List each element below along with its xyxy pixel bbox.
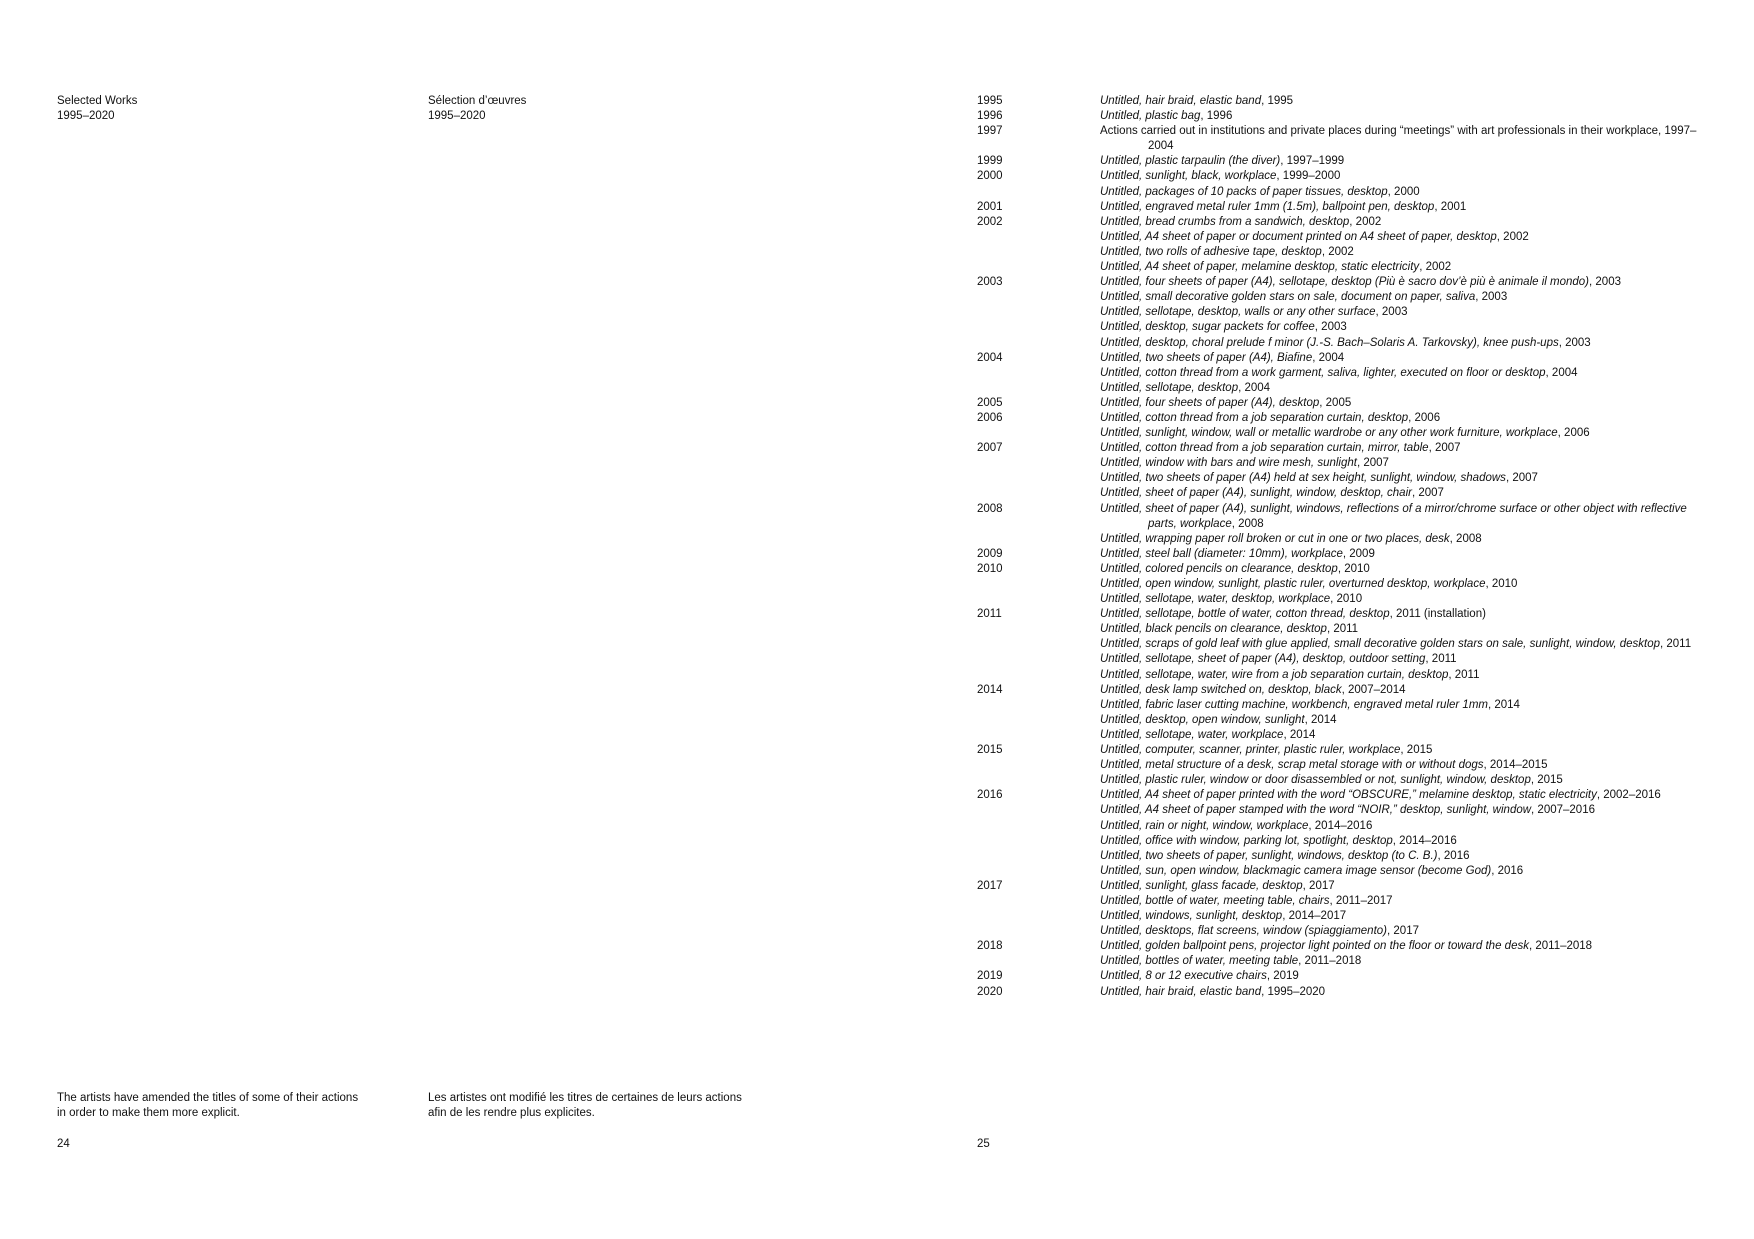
work-date: , 2002–2016 [1596,789,1661,802]
work-title: Untitled, cotton thread from a job separation curtain, desktop [1100,411,1409,424]
work-item [1100,713,1717,728]
work-date: , 2006 [1408,411,1441,424]
work-date: , 2011 [1326,623,1359,636]
work-date: , 2011–2017 [1329,894,1393,907]
work-title: Untitled, plastic ruler, window or door disassembled or not, sunlight, window, desktop [1100,774,1531,787]
work-title: Untitled, desktop, sugar packets for coffee [1100,321,1315,334]
note-french [428,1091,742,1121]
year-label: 2007 [977,442,1003,455]
work-item [1100,486,1717,501]
work-item [1100,305,1717,320]
work-date: , 2017 [1302,879,1335,892]
year-entry [977,502,1717,547]
work-date: , 2002 [1496,230,1529,243]
work-title: Untitled, cotton thread from a job separation curtain, mirror, table [1100,442,1429,455]
work-date: , 1996 [1200,110,1233,123]
work-date: , 2005 [1319,396,1352,409]
year-label: 1996 [977,110,1003,123]
work-title: Untitled, colored pencils on clearance, desktop [1100,562,1338,575]
work-title: Untitled, desktop, choral prelude f minor (J.-S. Bach–Solaris A. Tarkovsky), knee push-ups [1100,336,1559,349]
work-title: Untitled, A4 sheet of paper or document printed on A4 sheet of paper, desktop [1100,230,1497,243]
header-french [428,94,526,124]
work-date: , 2014–2015 [1483,759,1548,772]
work-date: , 2009 [1342,547,1375,560]
work-title: Untitled, desktops, flat screens, window (spiaggiamento) [1100,925,1388,938]
work-item [1100,864,1717,879]
work-item [1100,366,1717,381]
work-item [1100,381,1717,396]
year-entry [977,547,1717,562]
year-entry [977,683,1717,743]
work-item [1100,924,1717,939]
year-entry [977,411,1717,441]
year-entry [977,275,1717,350]
work-title: Untitled, two sheets of paper (A4), Biafine [1100,351,1313,364]
work-item [1100,441,1717,456]
work-title: Untitled, fabric laser cutting machine, workbench, engraved metal ruler 1mm [1100,698,1488,711]
work-date: , 2010 [1485,578,1518,590]
work-date: , 2002 [1419,261,1452,274]
work-title: Untitled, office with window, parking lot, spotlight, desktop [1100,834,1393,847]
note-line: Les artistes ont modifié les titres de certaines de leurs actions [428,1092,742,1104]
year-label: 2001 [977,200,1003,213]
year-label: 2016 [977,789,1003,802]
work-date: , 2002 [1321,245,1354,258]
work-title: Untitled, small decorative golden stars on sale, document on paper, saliva [1100,291,1476,304]
work-item [1100,200,1717,215]
work-date: , 2007–2014 [1341,683,1406,696]
year-label: 2020 [977,985,1003,998]
work-title: Untitled, sheet of paper (A4), sunlight, window, desktop, chair [1100,487,1412,500]
year-label: 2008 [977,502,1003,515]
year-entry [977,124,1717,154]
work-title: Untitled, golden ballpoint pens, projector light pointed on the floor or toward the desk [1100,940,1529,953]
work-date: , 2014 [1283,728,1316,741]
year-label: 1997 [977,125,1003,138]
work-title: Untitled, bottle of water, meeting table, chairs [1100,894,1330,907]
work-item [1100,230,1717,245]
work-item [1100,909,1717,924]
work-title: Untitled, sellotape, desktop [1100,381,1239,394]
year-label: 2011 [977,608,1002,621]
work-date: , 2008 [1449,532,1482,545]
work-title: Untitled, cotton thread from a work garment, saliva, lighter, executed on floor or desktop [1100,366,1546,379]
works-list [977,94,1717,1000]
year-entry [977,985,1717,1000]
work-date: , 2003 [1475,291,1508,304]
work-date: , 2008 [1231,517,1264,530]
work-item [1100,652,1717,667]
year-entry [977,969,1717,984]
work-title: Untitled, sellotape, desktop, walls or any other surface [1100,306,1376,319]
year-entry [977,607,1717,682]
work-date: , 2017 [1387,925,1419,938]
work-date: , 1995–2020 [1261,985,1326,998]
work-item [1100,94,1717,109]
work-item [1100,260,1717,275]
work-title: Untitled, desktop, open window, sunlight [1100,713,1305,726]
year-label: 2006 [977,411,1003,424]
work-date: , 2011 [1425,653,1457,666]
work-date: , 2010 [1330,593,1363,606]
page-number-right: 25 [977,1138,990,1150]
work-date: , 1995 [1261,95,1294,107]
work-title: Untitled, sellotape, sheet of paper (A4), desktop, outdoor setting [1100,653,1426,666]
work-item [1100,849,1717,864]
year-entry [977,351,1717,396]
work-title: Untitled, two sheets of paper, sunlight, windows, desktop (to C. B.) [1100,849,1438,862]
year-entry [977,169,1717,199]
work-item [1100,758,1717,773]
year-label: 2019 [977,970,1003,983]
work-date: , 2007 [1428,442,1461,455]
work-title: Untitled, metal structure of a desk, scrap metal storage with or without dogs [1100,759,1484,772]
work-title: Untitled, computer, scanner, printer, plastic ruler, workplace [1100,744,1401,757]
work-title: Untitled, black pencils on clearance, desktop [1100,623,1327,636]
work-item [1100,109,1717,124]
year-label: 2015 [977,744,1003,757]
year-entry [977,94,1717,109]
year-entry [977,879,1717,939]
work-date: , 2014–2017 [1282,910,1347,923]
work-title: Untitled, two rolls of adhesive tape, desktop [1100,245,1322,258]
work-title: Untitled, sun, open window, blackmagic camera image sensor (become God) [1100,864,1492,877]
work-date: , 2014 [1487,698,1520,711]
work-item [1100,245,1717,260]
work-date: , 2006 [1557,427,1590,440]
work-title: Untitled, sheet of paper (A4), sunlight, windows, reflections of a mirror/chrome surface or other object with reflective parts, workplace [1100,502,1687,530]
header-years-fr: 1995–2020 [428,110,486,123]
year-entry [977,109,1717,124]
note-line: The artists have amended the titles of some of their actions [57,1092,359,1104]
work-item [1100,622,1717,637]
work-item [1100,773,1717,788]
work-item [1100,743,1717,758]
work-title: Untitled, scraps of gold leaf with glue applied, small decorative golden stars on sale, sunlight, window, desktop [1100,638,1660,651]
work-item [1100,471,1717,486]
work-date: , 2001 [1434,200,1467,213]
work-item [1100,788,1717,803]
work-date: , 2014–2016 [1308,819,1373,832]
work-date: , 2011–2018 [1298,955,1362,968]
work-date: , 2007 [1356,457,1389,470]
work-item [1100,456,1717,471]
work-title: Untitled, 8 or 12 executive chairs [1100,970,1267,983]
work-title: Untitled, plastic tarpaulin (the diver) [1100,155,1281,168]
work-date: , 2004 [1238,381,1271,394]
work-title: Untitled, window with bars and wire mesh, sunlight [1100,457,1357,470]
work-item [1100,803,1717,818]
work-date: , 2007 [1505,472,1538,485]
page-number-left: 24 [57,1138,70,1150]
work-item [1100,607,1717,622]
work-date: , 2007 [1411,487,1444,500]
work-date: , 2003 [1314,321,1347,334]
work-item [1100,185,1717,200]
work-item [1100,275,1717,290]
work-date: , 2002 [1349,215,1382,228]
work-title: Untitled, A4 sheet of paper stamped with the word “NOIR,” desktop, sunlight, window [1100,804,1532,817]
work-item [1100,502,1717,532]
work-item [1100,954,1717,969]
year-label: 2000 [977,170,1003,183]
work-item [1100,819,1717,834]
work-date: , 2014–2016 [1392,834,1457,847]
note-english [57,1091,358,1121]
work-item [1100,396,1717,411]
work-item [1100,320,1717,335]
work-date: , 2016 [1491,864,1524,877]
work-date: , 2011 (installation) [1389,608,1486,621]
header-years-en: 1995–2020 [57,110,115,123]
work-date: , 2015 [1530,774,1563,787]
year-label: 1995 [977,95,1003,107]
work-date: , 1997–1999 [1280,155,1345,168]
work-item [1100,969,1717,984]
work-title: Untitled, rain or night, window, workplace [1100,819,1309,832]
work-title: Untitled, sunlight, window, wall or metallic wardrobe or any other work furniture, workplace [1100,427,1558,440]
year-entry [977,215,1717,275]
year-label: 2004 [977,351,1003,364]
year-label: 1999 [977,155,1003,168]
year-label: 2002 [977,215,1003,228]
work-title: Untitled, four sheets of paper (A4), desktop [1100,396,1320,409]
year-entry [977,788,1717,879]
work-date: , 2003 [1375,306,1408,319]
work-date: , 2016 [1437,849,1470,862]
work-title: Untitled, hair braid, elastic band [1100,985,1262,998]
work-date: , 2003 [1558,336,1591,349]
work-item [1100,939,1717,954]
work-item [1100,336,1717,351]
work-item [1100,834,1717,849]
work-date: , 2003 [1589,276,1621,289]
year-entry [977,396,1717,411]
work-title: Untitled, four sheets of paper (A4), sellotape, desktop (Più è sacro dov’è più è animale il mondo) [1100,276,1590,289]
year-label: 2018 [977,940,1003,953]
work-item [1100,351,1717,366]
work-item [1100,894,1717,909]
work-item [1100,426,1717,441]
work-title: Untitled, two sheets of paper (A4) held at sex height, sunlight, window, shadows [1100,472,1506,485]
year-label: 2009 [977,547,1003,560]
work-item [1100,879,1717,894]
work-item [1100,728,1717,743]
year-entry [977,939,1717,969]
work-title: Untitled, sellotape, water, desktop, workplace [1100,593,1331,606]
year-entry [977,441,1717,501]
work-item [1100,698,1717,713]
work-title: Untitled, desk lamp switched on, desktop, black [1100,683,1342,696]
work-title: Untitled, open window, sunlight, plastic ruler, overturned desktop, workplace [1100,578,1486,590]
work-item [1100,668,1717,683]
work-item [1100,562,1717,577]
work-title: Untitled, packages of 10 packs of paper tissues, desktop [1100,185,1388,198]
work-title: Untitled, sellotape, bottle of water, cotton thread, desktop [1100,608,1390,621]
work-date: , 2019 [1266,970,1299,983]
work-title: Untitled, sellotape, water, wire from a job separation curtain, desktop [1100,668,1449,681]
work-date: , 2011 [1448,668,1480,681]
year-entry [977,200,1717,215]
year-entry [977,154,1717,169]
work-date: , 2004 [1312,351,1345,364]
work-date: , 2014 [1304,713,1337,726]
work-item [1100,592,1717,607]
work-date: Actions carried out in institutions and private places during “meetings” with art professionals in their workplace, 1997–2004 [1100,125,1697,153]
work-title: Untitled, sunlight, black, workplace [1100,170,1277,183]
work-title: Untitled, hair braid, elastic band [1100,95,1262,107]
header-title-en: Selected Works [57,95,138,107]
work-item [1100,532,1717,547]
work-title: Untitled, bread crumbs from a sandwich, desktop [1100,215,1350,228]
work-item [1100,637,1717,652]
year-label: 2017 [977,879,1003,892]
work-title: Untitled, A4 sheet of paper printed with the word “OBSCURE,” melamine desktop, static electricity [1100,789,1597,802]
year-entry [977,743,1717,788]
work-date: , 2011–2018 [1528,940,1593,953]
work-title: Untitled, windows, sunlight, desktop [1100,910,1283,923]
work-date: , 2015 [1400,744,1433,757]
header-title-fr: Sélection d’œuvres [428,95,527,107]
work-item [1100,124,1717,154]
note-line: in order to make them more explicit. [57,1107,240,1120]
work-item [1100,215,1717,230]
header-english [57,94,137,124]
year-label: 2005 [977,396,1003,409]
work-date: , 2010 [1337,562,1370,575]
year-label: 2010 [977,562,1003,575]
work-item [1100,985,1717,1000]
work-item [1100,411,1717,426]
year-label: 2003 [977,276,1003,289]
work-title: Untitled, plastic bag [1100,110,1201,123]
work-date: , 2011 [1660,638,1692,651]
work-date: , 1999–2000 [1276,170,1341,183]
work-item [1100,154,1717,169]
work-title: Untitled, wrapping paper roll broken or cut in one or two places, desk [1100,532,1450,545]
work-date: , 2007–2016 [1531,804,1595,817]
work-title: Untitled, engraved metal ruler 1mm (1.5m), ballpoint pen, desktop [1100,200,1435,213]
work-title: Untitled, steel ball (diameter: 10mm), workplace [1100,547,1343,560]
year-entry [977,562,1717,607]
work-item [1100,169,1717,184]
work-item [1100,547,1717,562]
work-title: Untitled, A4 sheet of paper, melamine desktop, static electricity [1100,261,1420,274]
work-title: Untitled, sellotape, water, workplace [1100,728,1284,741]
year-label: 2014 [977,683,1003,696]
work-date: , 2004 [1545,366,1578,379]
work-date: , 2000 [1387,185,1420,198]
work-item [1100,683,1717,698]
note-line: afin de les rendre plus explicites. [428,1107,595,1120]
work-title: Untitled, sunlight, glass facade, desktop [1100,879,1303,892]
work-title: Untitled, bottles of water, meeting table [1100,955,1299,968]
work-item [1100,290,1717,305]
work-item [1100,577,1717,592]
